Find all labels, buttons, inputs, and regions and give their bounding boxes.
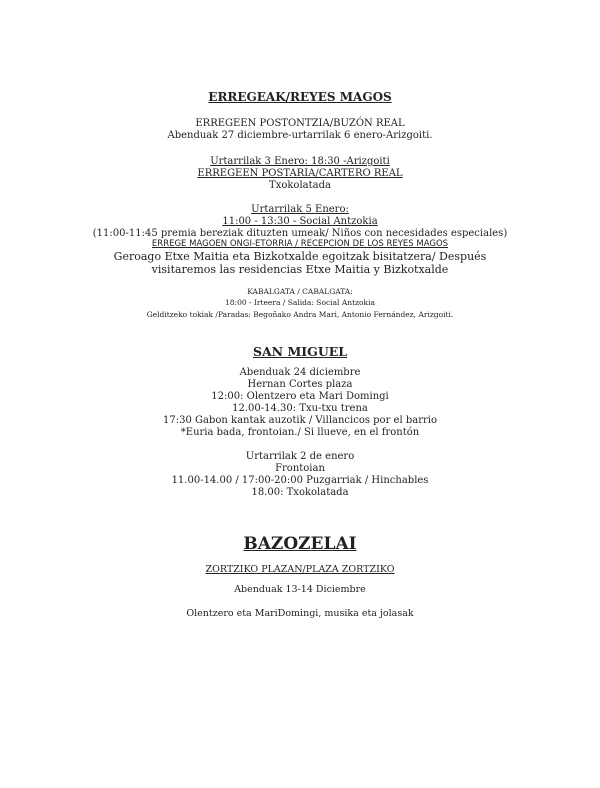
buzon-real-title: ERREGEEN POSTONTZIA/BUZÓN REAL [195, 118, 405, 129]
bazozelai-place: ZORTZIKO PLAZAN/PLAZA ZORTZIKO [205, 564, 395, 575]
buzon-real-dates: Abenduak 27 diciembre-urtarrilak 6 enero-Arizgoiti. [167, 130, 433, 141]
san-miguel-place2: Frontoian [275, 463, 325, 474]
residences-visit-line2: visitaremos las residencias Etxe Maitia y Bizkotxalde [151, 263, 449, 276]
san-miguel-item6: 18.00: Txokolatada [251, 487, 349, 498]
reyes-magos-title: ERREGEAK/REYES MAGOS [208, 90, 392, 104]
residences-visit-line1: Geroago Etxe Maitia eta Bizkotxalde egoitzak bisitatzera/ Después [113, 250, 487, 263]
bazozelai-activities: Olentzero eta MariDomingi, musika eta jolasak [186, 608, 414, 619]
bazozelai-title: BAZOZELAI [243, 534, 357, 554]
cabalgata-time: 18:00 - Irteera / Salida: Social Antzokia [225, 298, 375, 307]
san-miguel-title: SAN MIGUEL [252, 344, 348, 359]
jan5-date: Urtarrilak 5 Enero: [251, 204, 349, 215]
bazozelai-date: Abenduak 13-14 Diciembre [234, 584, 366, 595]
jan5-time: 11:00 - 13:30 - Social Antzokia [222, 216, 378, 227]
cartero-real: ERREGEEN POSTARIA/CARTERO REAL [197, 168, 403, 179]
cabalgata-stops: Gelditzeko tokiak /Paradas: Begoñako Andra Mari, Antonio Fernández, Arizgoiti. [146, 310, 454, 319]
cabalgata-title: KABALGATA / CABALGATA: [247, 287, 353, 296]
san-miguel-date1: Abenduak 24 diciembre [239, 367, 361, 378]
reception-title: ERREGE MAGOEN ONGI-ETORRIA / RECEPCION DE LOS REYES MAGOS [151, 239, 449, 249]
san-miguel-date2: Urtarrilak 2 de enero [245, 451, 355, 462]
san-miguel-item2: 12.00-14.30: Txu-txu trena [232, 403, 368, 414]
jan3-schedule: Urtarrilak 3 Enero: 18:30 -Arizgoiti [210, 156, 390, 167]
san-miguel-place1: Hernan Cortes plaza [247, 379, 353, 390]
san-miguel-item5: 11.00-14.00 / 17:00-20:00 Puzgarriak / Hinchables [171, 475, 429, 486]
txokolatada-text: Txokolatada [269, 180, 331, 191]
san-miguel-item1: 12:00: Olentzero eta Mari Domingi [211, 391, 389, 402]
san-miguel-item3: 17:30 Gabon kantak auzotik / Villancicos por el barrio [163, 415, 437, 426]
special-needs-note: (11:00-11:45 premia bereziak dituzten umeak/ Niños con necesidades especiales) [92, 228, 508, 239]
san-miguel-item4: *Euria bada, frontoian./ Si llueve, en el frontón [180, 427, 420, 438]
